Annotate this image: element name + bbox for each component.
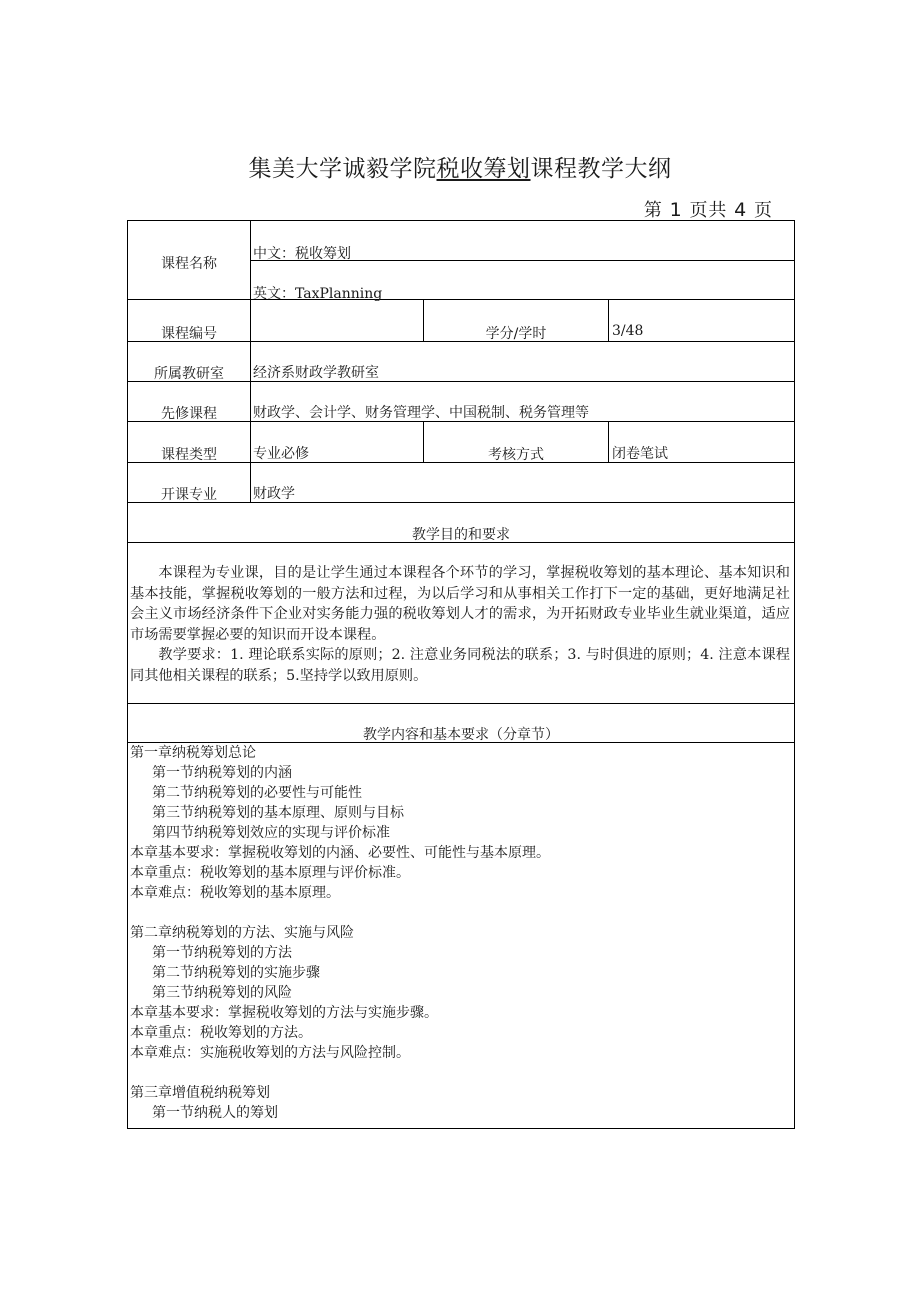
exam-value: 闭卷笔试 [612,446,668,462]
contents-heading: 教学内容和基本要求（分章节） [363,727,559,743]
course-name-label: 课程名称 [161,256,217,272]
course-type-label: 课程类型 [161,447,217,463]
page-title [0,150,920,183]
major-value: 财政学 [253,486,295,502]
credit-label: 学分/学时 [485,326,547,342]
chapter-note: 本章基本要求：掌握税收筹划的方法与实施步骤。 [130,1005,438,1021]
title-prefix: 集美大学诚毅学院 [248,156,437,182]
chapter-note: 本章重点：税收筹划的方法。 [130,1025,312,1041]
objectives-heading: 教学目的和要求 [412,527,510,543]
prerequisites-label: 先修课程 [161,406,217,422]
page-post: 页 [754,200,773,221]
title-course: 税收筹划 [436,156,531,182]
page-indicator [600,196,773,222]
page-pre: 第 [643,200,663,221]
course-code-label: 课程编号 [161,326,217,342]
section-item: 第二节纳税筹划的必要性与可能性 [152,785,362,801]
department-label: 所属教研室 [154,366,224,382]
page-mid: 页共 [689,200,728,221]
page-current: 1 [669,199,683,221]
section-item: 第三节纳税筹划的风险 [152,985,292,1001]
section-item: 第二节纳税筹划的实施步骤 [152,965,320,981]
major-label: 开课专业 [161,487,217,503]
chapter-note: 本章难点：税收筹划的基本原理。 [130,885,340,901]
grid-line [127,703,795,704]
chapter-title: 第三章增值税纳税筹划 [130,1085,270,1101]
course-name-cn: 中文：税收筹划 [253,246,351,262]
chapter-title: 第二章纳税筹划的方法、实施与风险 [130,925,354,941]
section-item: 第四节纳税筹划效应的实现与评价标准 [152,825,390,841]
grid-line [127,299,795,300]
course-type-value: 专业必修 [253,446,309,462]
section-item: 第一节纳税筹划的内涵 [152,765,292,781]
chapter-note: 本章重点：税收筹划的基本原理与评价标准。 [130,865,410,881]
contents-list [130,743,790,1123]
title-suffix: 课程教学大纲 [530,156,672,182]
section-item: 第三节纳税筹划的基本原理、原则与目标 [152,805,404,821]
objectives-paragraph-2: 教学要求：1. 理论联系实际的原则；2. 注意业务同税法的联系；3. 与时俱进的原则；4. 注意本课程同其他相关课程的联系；5.坚持学以致用原则。 [130,647,790,684]
chapter-note: 本章基本要求：掌握税收筹划的内涵、必要性、可能性与基本原理。 [130,845,550,861]
chapter-note: 本章难点：实施税收筹划的方法与风险控制。 [130,1045,410,1061]
credit-value: 3/48 [612,323,644,339]
grid-line [250,220,251,502]
section-item: 第一节纳税人的筹划 [152,1105,278,1121]
course-name-en: 英文：TaxPlanning [253,286,383,302]
objectives-text [130,563,790,686]
grid-line [608,421,609,462]
chapter-title: 第一章纳税筹划总论 [130,745,256,761]
grid-line [608,299,609,341]
department-value: 经济系财政学教研室 [253,365,379,381]
page-total: 4 [734,199,748,221]
spacer [130,903,790,923]
objectives-paragraph-1: 本课程为专业课，目的是让学生通过本课程各个环节的学习，掌握税收筹划的基本理论、基本知识和基本技能，掌握税收筹划的一般方法和过程，为以后学习和从事相关工作打下一定的基础，更好地满足社会主义市场经济条件下企业对实务能力强的税收筹划人才的需求，为开拓财政专业毕业生就业渠道，适应市场需要掌握必要的知识而开设本课程。 [130,565,790,643]
section-item: 第一节纳税筹划的方法 [152,945,292,961]
spacer [130,1063,790,1083]
exam-label: 考核方式 [488,447,544,463]
prerequisites-value: 财政学、会计学、财务管理学、中国税制、税务管理等 [253,405,589,421]
